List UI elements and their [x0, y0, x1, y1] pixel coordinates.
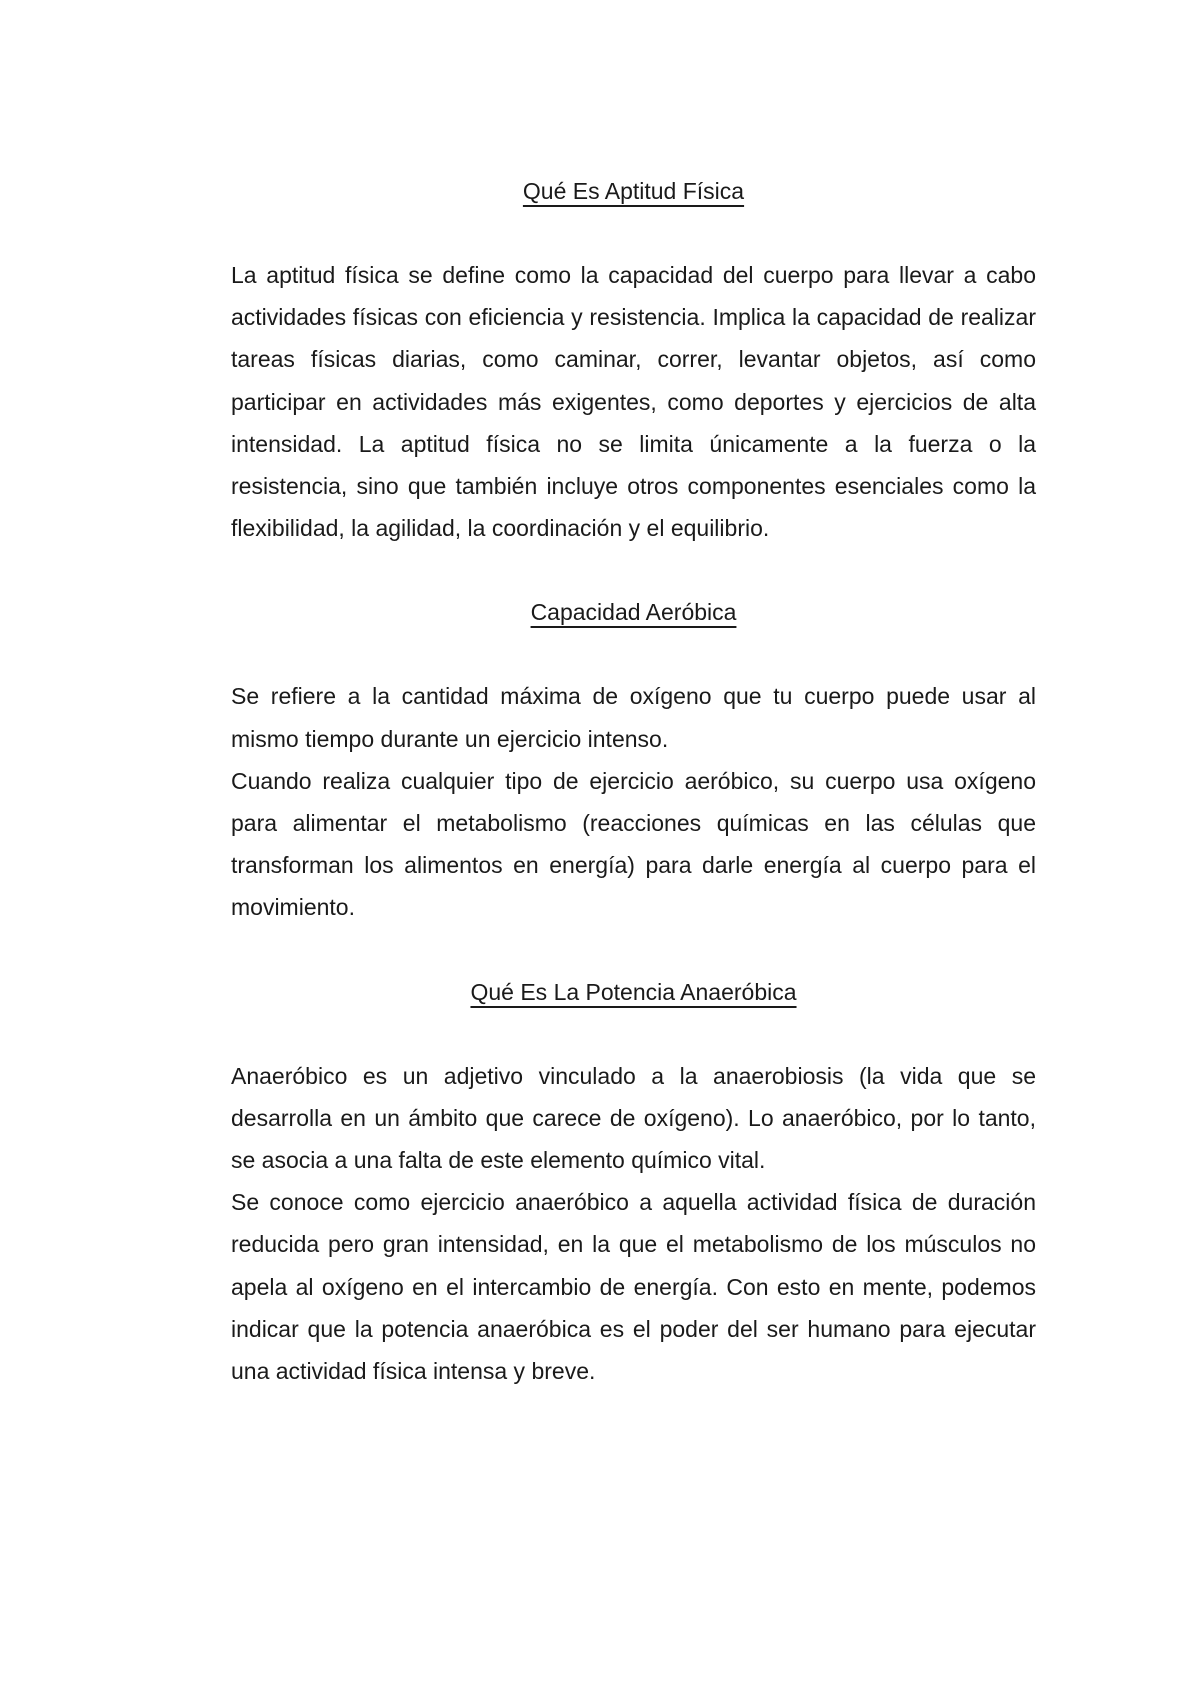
- section-potencia-anaerobica: [231, 971, 1036, 1393]
- paragraph: Anaeróbico es un adjetivo vinculado a la anaerobiosis (la vida que se desarrolla en un ámbito que carece de oxígeno). Lo anaeróbico, por lo tanto, se asocia a una falta de este elemento químico vital.: [231, 1062, 1036, 1174]
- section-aptitud-fisica: [231, 170, 1036, 549]
- section-capacidad-aerobica: [231, 591, 1036, 928]
- section-heading: Qué Es Aptitud Física: [522, 178, 745, 204]
- paragraph: Cuando realiza cualquier tipo de ejercicio aeróbico, su cuerpo usa oxígeno para alimentar el metabolismo (reacciones químicas en las células que transforman los alimentos en energía) para darle energía al cuerpo para el movimiento.: [231, 767, 1036, 921]
- paragraph: Se conoce como ejercicio anaeróbico a aquella actividad física de duración reducida pero gran intensidad, en la que el metabolismo de los músculos no apela al oxígeno en el intercambio de energía. Con esto en mente, podemos indicar que la potencia anaeróbica es el poder del ser humano para ejecutar una actividad física intensa y breve.: [231, 1189, 1036, 1385]
- section-heading: Qué Es La Potencia Anaeróbica: [470, 978, 797, 1005]
- section-heading: Capacidad Aeróbica: [530, 599, 737, 626]
- document-body: [231, 170, 1036, 1392]
- paragraph: Se refiere a la cantidad máxima de oxígeno que tu cuerpo puede usar al mismo tiempo durante un ejercicio intenso.: [231, 683, 1036, 752]
- paragraph: La aptitud física se define como la capacidad del cuerpo para llevar a cabo actividades físicas con eficiencia y resistencia. Implica la capacidad de realizar tareas físicas diarias, como caminar, correr, levantar objetos, así como participar en actividades más exigentes, como deportes y ejercicios de alta intensidad. La aptitud física no se limita únicamente a la fuerza o la resistencia, sino que también incluye otros componentes esenciales como la flexibilidad, la agilidad, la coordinación y el equilibrio.: [231, 262, 1036, 542]
